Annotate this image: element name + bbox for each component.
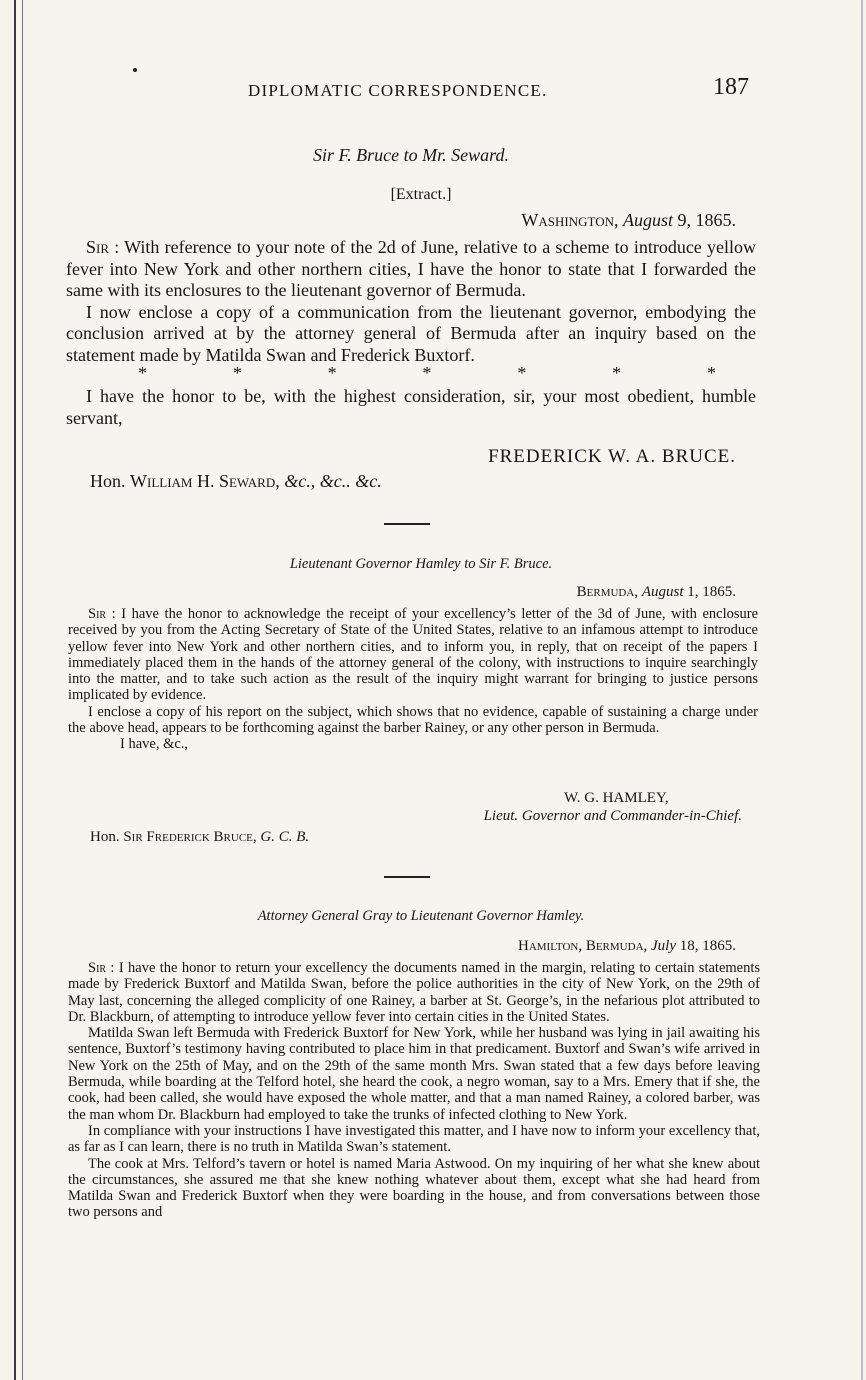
letter1-addressee-suffix: &c., &c.. &c.: [284, 471, 382, 491]
letter1-addressee-prefix: Hon.: [90, 471, 126, 491]
letter1-addressee: [90, 471, 780, 492]
ink-speck: [133, 68, 137, 72]
section-divider: [384, 523, 430, 525]
letter2-para2: I enclose a copy of his report on the subject, which shows that no evidence, capable of sustaining a charge under the above head, appears to be forthcoming against the barber Rainey, or any other person in Bermuda.: [68, 703, 758, 737]
star: *: [612, 363, 622, 383]
letter3-date: 18, 1865.: [679, 938, 736, 954]
star: *: [327, 363, 337, 383]
section-divider: [384, 876, 430, 878]
letter3-title: Attorney General Gray to Lieutenant Governor Hamley.: [257, 908, 585, 924]
letter1-month: August: [622, 210, 673, 230]
letter2-signature-title: Lieut. Governor and Commander-in-Chief.: [483, 808, 742, 824]
letter1-extract: [Extract.]: [390, 186, 452, 203]
letter1-closing: I have the honor to be, with the highest consideration, sir, your most obedient, humble servant,: [66, 386, 756, 428]
letter3-para2: Matilda Swan left Bermuda with Frederick Buxtorf for New York, while her husband was lying in jail awaiting his sentence, Buxtorf’s testimony having contributed to place him in that predicament. Buxtorf and Swan’s wife arrived in New York on the 25th of May, and on the 29th of the same month Mrs. Swan stated that a few days before leaving Bermuda, while boarding at the Telford hotel, she heard the cook, a negro woman, say to a Mrs. Emery that if she, the cook, had been called, she would have exposed the whole matter, and that a man named Rainey, a colored barber, was the man whom Dr. Blackburn had employed to take the trunks of infected clothing to New York.: [68, 1025, 760, 1123]
letter3-dateline: [60, 938, 736, 955]
letter2-place: Bermuda,: [576, 584, 639, 600]
letter1-place: Washington,: [521, 210, 619, 230]
page-edge: [861, 0, 863, 1380]
letter1-addressee-name: William H. Seward,: [130, 471, 280, 491]
letter2-addressee: [90, 829, 780, 846]
letter2-salutation: Sir :: [88, 606, 116, 622]
letter2-closing: I have, &c.,: [120, 736, 189, 753]
letter1-para2: I now enclose a copy of a communication from the lieutenant governor, embodying the conclusion arrived at by the attorney general of Bermuda after an inquiry based on the statement made by Matilda Swan and Frederick Buxtorf.: [66, 301, 756, 365]
binding-edge: [14, 0, 23, 1380]
star: *: [517, 363, 527, 383]
letter3-para3: In compliance with your instructions I have investigated this matter, and I have now to inform your excellency that, as far as I can learn, there is no truth in Matilda Swan’s statement.: [68, 1122, 760, 1156]
letter1-title: Sir F. Bruce to Mr. Seward.: [313, 145, 509, 165]
letter2-addressee-prefix: Hon.: [90, 829, 120, 845]
letter2-signature: W. G. HAMLEY,: [564, 790, 669, 806]
star: *: [706, 363, 716, 383]
letter1-dateline: [60, 210, 736, 231]
letter1-body: [66, 237, 756, 429]
star: *: [138, 363, 147, 383]
letter1-signature: FREDERICK W. A. BRUCE.: [488, 446, 736, 467]
letter1-date: 9, 1865.: [677, 210, 736, 230]
letter3-para4: The cook at Mrs. Telford’s tavern or hotel is named Maria Astwood. On my inquiring of her what she knew about the circumstances, she assured me that she knew nothing whatever about them, except what she had heard from Matilda Swan and Frederick Buxtorf when they were boarding in the house, and from conversations between those two persons and: [68, 1155, 760, 1221]
letter2-dateline: [60, 584, 736, 601]
letter1-salutation: Sir :: [86, 237, 120, 257]
letter1-para1: [66, 237, 756, 302]
letter3-body: [68, 960, 760, 1221]
letter3-para1-text: I have the honor to return your excellency the documents named in the margin, relating to certain statements made by Frederick Buxtorf and Matilda Swan, before the police authorities in the city of New York, on the 29th of May last, concerning the alleged complicity of one Rainey, a barber at St. George’s, in the nefarious plot attributed to Dr. Blackburn, of attempting to introduce yellow fever into certain cities in the United States.: [68, 960, 761, 1025]
letter2-month: August: [641, 584, 684, 600]
letter2-addressee-suffix: G. C. B.: [260, 829, 310, 845]
letter2-para1-text: I have the honor to acknowledge the receipt of your excellency’s letter of the 3d of June, with enclosure received by you from the Acting Secretary of State of the United States, relative to an infamous attempt to introduce yellow fever into New York and other northern cities, and to inform you, in reply, that on receipt of the papers I immediately placed them in the hands of the attorney general of the colony, with instructions to inquire searchingly into the matter, and to take such action as the result of the inquiry might warrant for bringing to justice persons implicated by evidence.: [68, 606, 758, 704]
letter1-para1-text: With reference to your note of the 2d of June, relative to a scheme to introduce yellow fever into New York and other northern cities, I have the honor to state that I forwarded the same with its enclosures to the lieutenant governor of Bermuda.: [66, 237, 756, 300]
letter3-para1: [68, 960, 760, 1025]
letter3-month: July: [651, 938, 676, 954]
letter3-salutation: Sir :: [88, 960, 115, 976]
letter3-place: Hamilton, Bermuda,: [518, 938, 648, 954]
letter2-title: Lieutenant Governor Hamley to Sir F. Bruce.: [289, 556, 553, 572]
letter2-date: 1, 1865.: [687, 584, 736, 600]
letter2-addressee-name: Sir Frederick Bruce,: [123, 829, 257, 845]
letter2-body: [68, 606, 758, 753]
star: *: [422, 363, 432, 383]
running-title: DIPLOMATIC CORRESPONDENCE.: [248, 81, 548, 100]
letter1-ellipsis-stars: [66, 363, 756, 383]
star: *: [232, 363, 242, 383]
page-number: 187: [713, 74, 749, 100]
letter2-para1: [68, 606, 758, 704]
